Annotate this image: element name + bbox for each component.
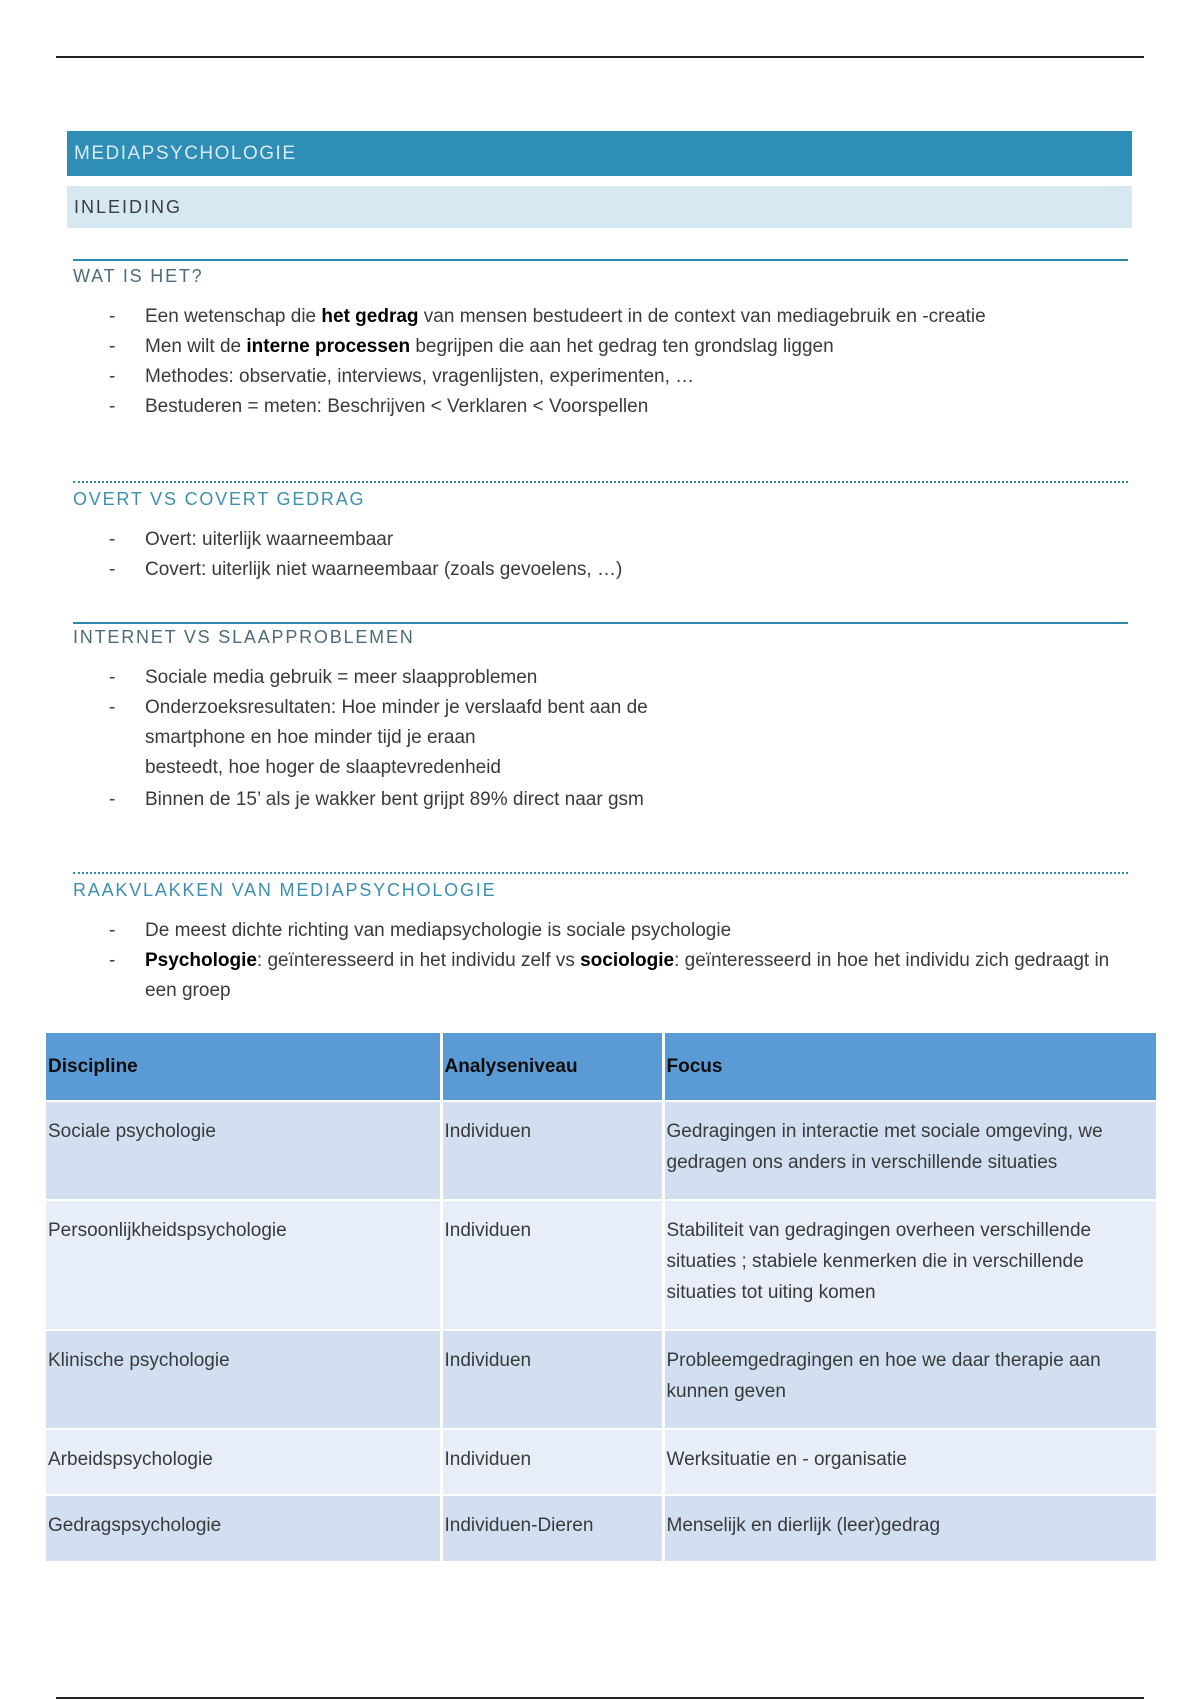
table-cell: Stabiliteit van gedragingen overheen verschillende situaties ; stabiele kenmerken die in verschillende situaties tot uiting komen <box>663 1200 1156 1330</box>
list-item-line: smartphone en hoe minder tijd je eraan <box>145 727 476 748</box>
column-header: Analyseniveau <box>441 1033 663 1101</box>
table-row <box>46 1495 1156 1561</box>
list-item: - Methodes: observatie, interviews, vragenlijsten, experimenten, … <box>73 362 1128 392</box>
table-row <box>46 1330 1156 1429</box>
table-cell: Individuen <box>441 1200 663 1330</box>
list-item <box>73 693 1128 783</box>
table-cell: Individuen <box>441 1429 663 1495</box>
table-cell: Werksituatie en - organisatie <box>663 1429 1156 1495</box>
list-item: - Sociale media gebruik = meer slaapproblemen <box>73 663 1128 693</box>
title-bar: MEDIAPSYCHOLOGIE <box>67 131 1132 176</box>
list-item: - Covert: uiterlijk niet waarneembaar (zoals gevoelens, …) <box>73 555 1128 585</box>
section-internet <box>73 627 1128 815</box>
table-header-row <box>46 1033 1156 1101</box>
section-heading: INTERNET VS SLAAPPROBLEMEN <box>73 627 415 647</box>
subtitle-bar: INLEIDING <box>67 186 1132 228</box>
bullet-list <box>73 302 1128 422</box>
list-item-line: - Onderzoeksresultaten: Hoe minder je verslaafd bent aan de <box>145 697 648 718</box>
bullet-list <box>73 916 1128 1006</box>
section-overt-covert <box>73 489 1128 585</box>
list-item: - Bestuderen = meten: Beschrijven < Verklaren < Voorspellen <box>73 392 1128 422</box>
table-cell: Individuen-Dieren <box>441 1495 663 1561</box>
section-divider <box>73 622 1128 624</box>
table-row <box>46 1101 1156 1200</box>
table-cell: Arbeidspsychologie <box>46 1429 441 1495</box>
table-cell: Probleemgedragingen en hoe we daar therapie aan kunnen geven <box>663 1330 1156 1429</box>
list-item: - De meest dichte richting van mediapsychologie is sociale psychologie <box>73 916 1128 946</box>
list-item: - Een wetenschap die het gedrag van mensen bestudeert in de context van mediagebruik en -creatie <box>73 302 1128 332</box>
table-row <box>46 1200 1156 1330</box>
list-item: - Binnen de 15’ als je wakker bent grijpt 89% direct naar gsm <box>73 785 1128 815</box>
column-header: Focus <box>663 1033 1156 1101</box>
table-cell: Menselijk en dierlijk (leer)gedrag <box>663 1495 1156 1561</box>
section-divider <box>73 481 1128 483</box>
list-item: - Overt: uiterlijk waarneembaar <box>73 525 1128 555</box>
table-cell: Gedragingen in interactie met sociale omgeving, we gedragen ons anders in verschillende situaties <box>663 1101 1156 1200</box>
table-cell: Individuen <box>441 1330 663 1429</box>
list-item: - Men wilt de interne processen begrijpen die aan het gedrag ten grondslag liggen <box>73 332 1128 362</box>
section-heading: WAT IS HET? <box>73 266 204 286</box>
table-cell: Klinische psychologie <box>46 1330 441 1429</box>
table-cell: Individuen <box>441 1101 663 1200</box>
list-item: - Psychologie: geïnteresseerd in het individu zelf vs sociologie: geïnteresseerd in hoe het individu zich gedraagt in een groep <box>73 946 1128 1006</box>
page-top-rule <box>56 56 1144 58</box>
list-item-line: besteedt, hoe hoger de slaaptevredenheid <box>145 757 501 778</box>
table-cell: Persoonlijkheidspsychologie <box>46 1200 441 1330</box>
table-cell: Gedragspsychologie <box>46 1495 441 1561</box>
bullet-list <box>73 525 1128 585</box>
section-wat-is-het <box>73 266 1128 422</box>
page-bottom-rule <box>56 1697 1144 1699</box>
discipline-table <box>46 1033 1156 1561</box>
table-cell: Sociale psychologie <box>46 1101 441 1200</box>
section-heading: RAAKVLAKKEN VAN MEDIAPSYCHOLOGIE <box>73 880 497 900</box>
bullet-list <box>73 663 1128 815</box>
section-divider <box>73 259 1128 261</box>
column-header: Discipline <box>46 1033 441 1101</box>
section-raakvlakken <box>73 880 1128 1006</box>
section-divider <box>73 872 1128 874</box>
section-heading: OVERT VS COVERT GEDRAG <box>73 489 366 509</box>
table-row <box>46 1429 1156 1495</box>
